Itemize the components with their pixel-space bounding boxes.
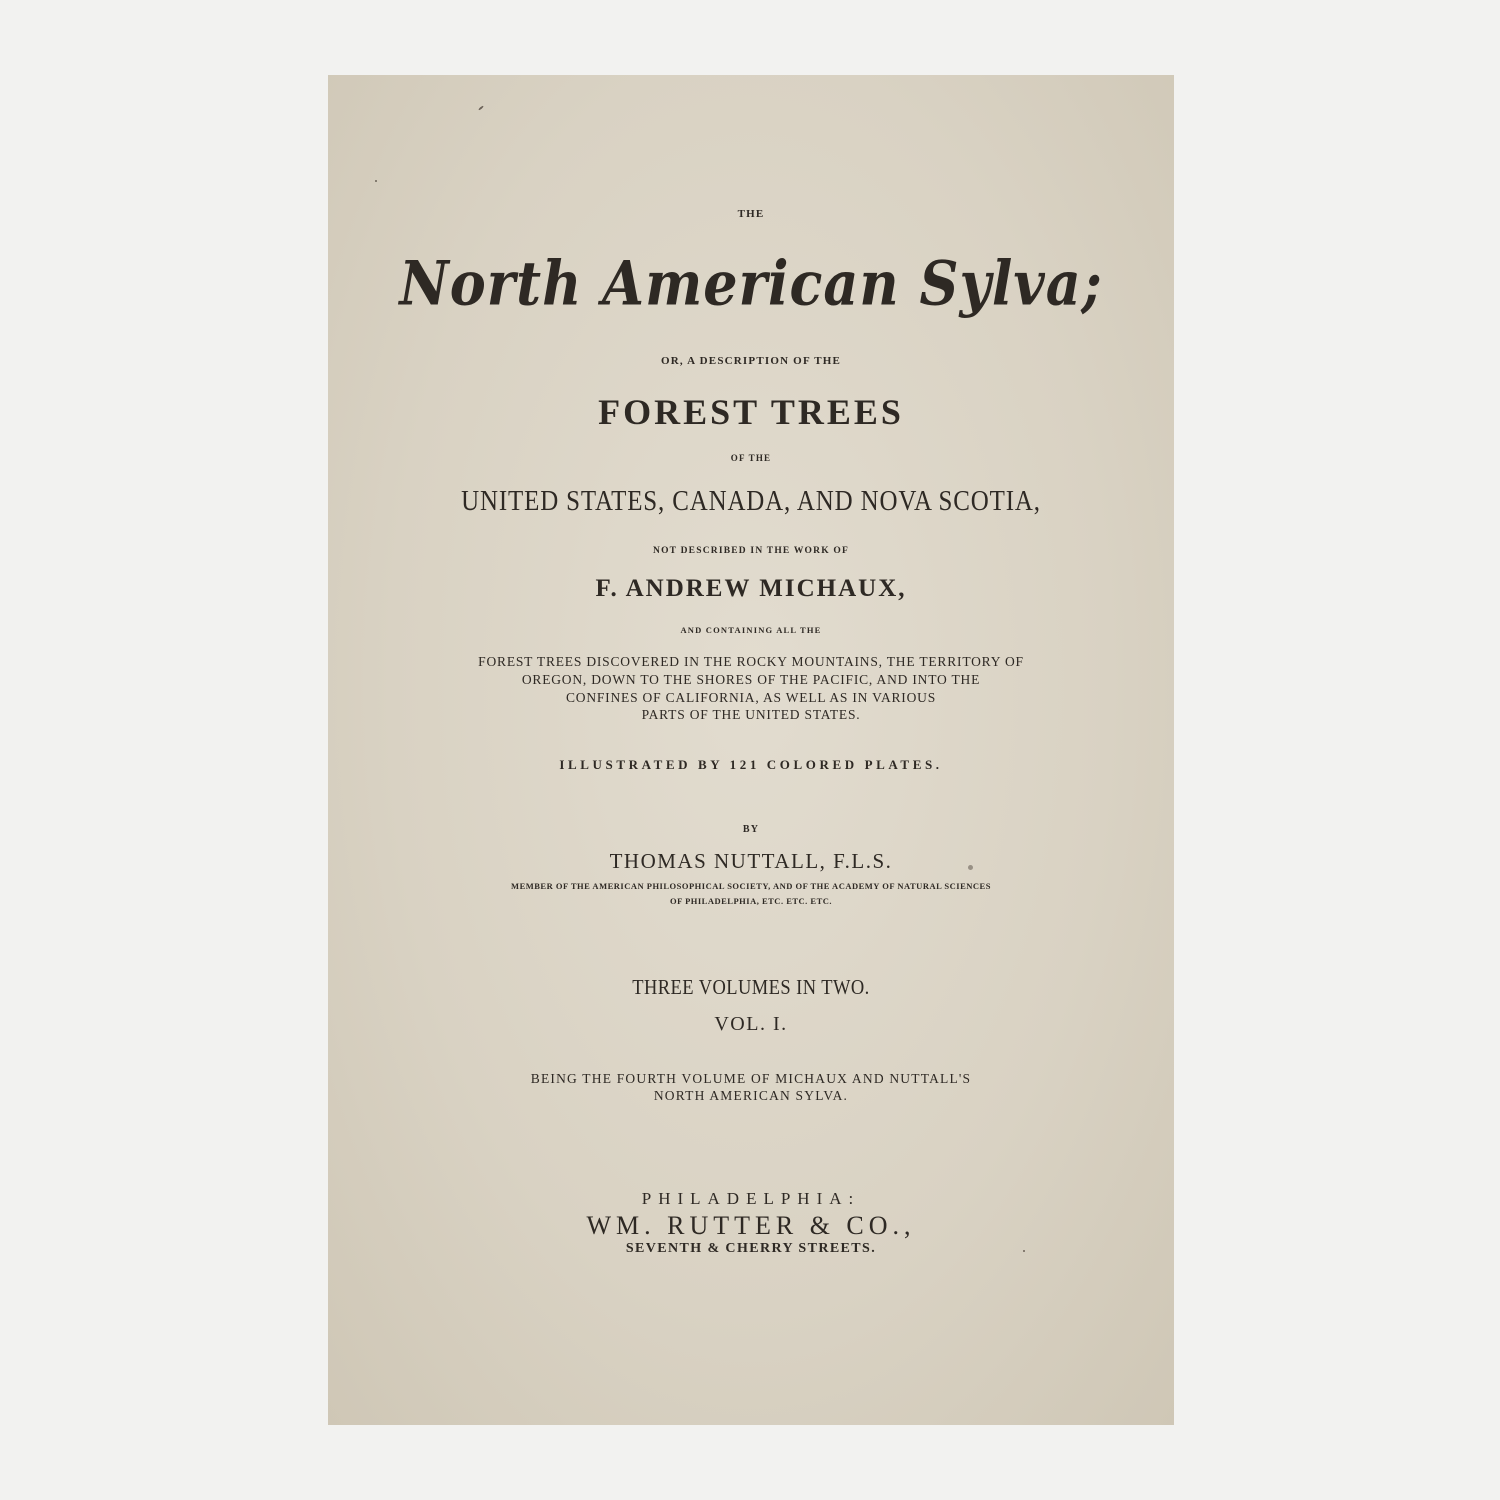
illustrated-line: ILLUSTRATED BY 121 COLORED PLATES.	[559, 757, 943, 772]
volume-number: VOL. I.	[714, 1013, 788, 1035]
membership-line: MEMBER OF THE AMERICAN PHILOSOPHICAL SOCIETY, AND OF THE ACADEMY OF NATURAL SCIENCES	[511, 881, 991, 891]
main-title: North American Sylva;	[399, 247, 1103, 319]
publisher-name: WM. RUTTER & CO.,	[586, 1211, 916, 1240]
discovery-line: FOREST TREES DISCOVERED IN THE ROCKY MOUNTAINS, THE TERRITORY OF	[478, 654, 1024, 669]
discovery-line: CONFINES OF CALIFORNIA, AS WELL AS IN VARIOUS	[565, 690, 937, 705]
membership-line: OF PHILADELPHIA, ETC. ETC. ETC.	[669, 896, 833, 906]
by-line: BY	[742, 824, 760, 835]
title-page	[328, 75, 1174, 1425]
paper-speck	[1023, 1250, 1025, 1252]
regions-line: UNITED STATES, CANADA, AND NOVA SCOTIA,	[461, 485, 1041, 517]
volumes-line: THREE VOLUMES IN TWO.	[632, 975, 870, 999]
paper-speck	[375, 180, 377, 182]
being-line: NORTH AMERICAN SYLVA.	[653, 1088, 849, 1103]
paper-speck	[478, 105, 484, 110]
discovery-line: PARTS OF THE UNITED STATES.	[641, 707, 861, 722]
forest-trees-heading: FOREST TREES	[598, 392, 904, 432]
being-line: BEING THE FOURTH VOLUME OF MICHAUX AND NUTTALL'S	[530, 1071, 972, 1086]
the-heading: THE	[737, 208, 765, 220]
publication-city: PHILADELPHIA:	[641, 1189, 861, 1208]
and-containing-line: AND CONTAINING ALL THE	[680, 625, 822, 635]
discovery-line: OREGON, DOWN TO THE SHORES OF THE PACIFIC, AND INTO THE	[521, 672, 981, 687]
publisher-address: SEVENTH & CHERRY STREETS.	[625, 1241, 877, 1256]
author-name: THOMAS NUTTALL, F.L.S.	[609, 849, 893, 873]
of-the-line: OF THE	[730, 453, 772, 463]
or-description-line: OR, A DESCRIPTION OF THE	[660, 355, 842, 367]
michaux-name: F. ANDREW MICHAUX,	[595, 575, 907, 602]
not-described-line: NOT DESCRIBED IN THE WORK OF	[653, 546, 849, 556]
paper-speck	[968, 865, 973, 870]
